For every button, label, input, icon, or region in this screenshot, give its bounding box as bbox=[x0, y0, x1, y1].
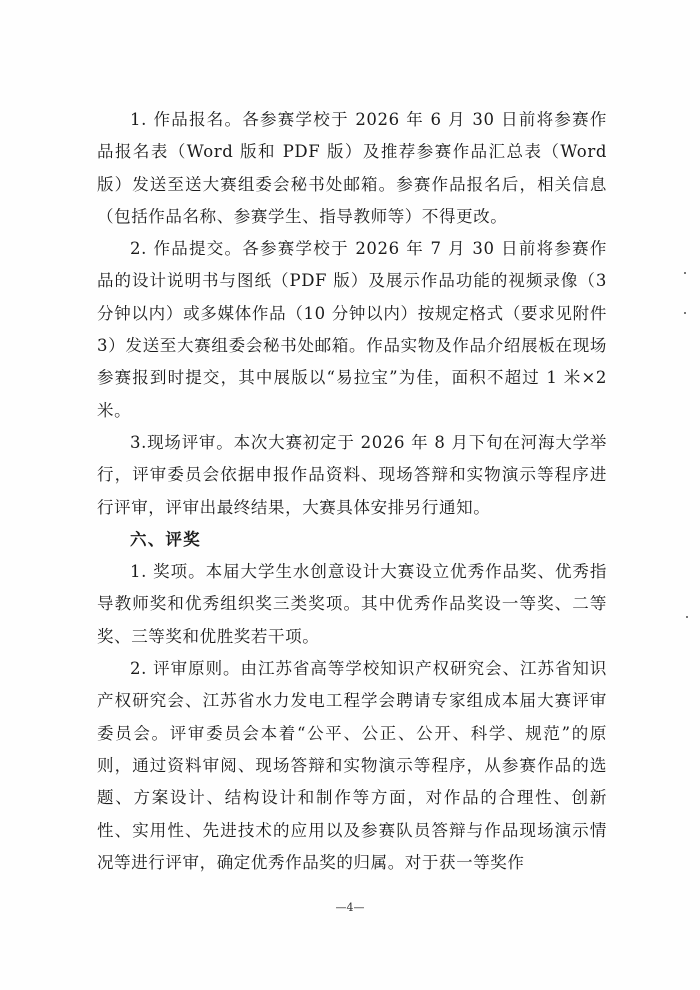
scan-speck bbox=[684, 272, 686, 274]
paragraph-onsite-review: 3.现场评审。本次大赛初定于 2026 年 8 月下旬在河海大学举行，评审委员会依据申报作品资料、现场答辩和实物演示等程序进行评审，评审出最终结果，大赛具体安排另行通知。 bbox=[97, 432, 607, 517]
paragraph-award-types: 1. 奖项。本届大学生水创意设计大赛设立优秀作品奖、优秀指导教师奖和优秀组织奖三类奖项。其中优秀作品奖设一等奖、二等奖、三等奖和优胜奖若干项。 bbox=[97, 562, 607, 646]
paragraph-registration: 1. 作品报名。各参赛学校于 2026 年 6 月 30 日前将参赛作品报名表（Word 版和 PDF 版）及推荐参赛作品汇总表（Word 版）发送至送大赛组委会秘书处邮箱。参赛作品报名后，相关信息（包括作品名称、参赛学生、指导教师等）不得更改。 bbox=[97, 110, 607, 226]
paragraph-review-principles: 2. 评审原则。由江苏省高等学校知识产权研究会、江苏省知识产权研究会、江苏省水力发电工程学会聘请专家组成本届大赛评审委员会。评审委员会本着“公平、公正、公开、科学、规范”的原则，通过资料审阅、现场答辩和实物演示等程序，从参赛作品的选题、方案设计、结构设计和制作等方面，对作品的合理性、创新性、实用性、先进技术的应用以及参赛队员答辩与作品现场演示情况等进行评审，确定优秀作品奖的归属。对于获一等奖作 bbox=[97, 659, 607, 872]
document-body bbox=[97, 104, 607, 879]
section-heading-awards: 六、评奖 bbox=[130, 529, 201, 549]
page-number: —4— bbox=[335, 901, 365, 914]
paragraph-submission: 2. 作品提交。各参赛学校于 2026 年 7 月 30 日前将参赛作品的设计说明书与图纸（PDF 版）及展示作品功能的视频录像（3 分钟以内）或多媒体作品（10 分钟以内）按规定格式（要求见附件 3）发送至大赛组委会秘书处邮箱。作品实物及作品介绍展板在现场参赛报到时提交，其中展版以“易拉宝”为佳，面积不超过 1 米×2 米。 bbox=[97, 239, 607, 420]
scan-speck bbox=[686, 616, 688, 618]
scan-speck bbox=[684, 312, 686, 314]
